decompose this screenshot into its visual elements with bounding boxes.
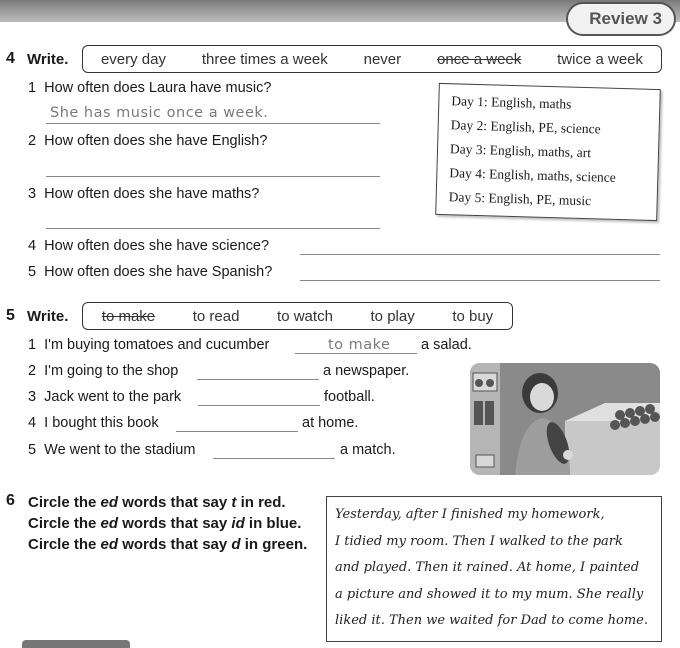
- exercise-5-instruction: Write.: [27, 308, 69, 325]
- exercise-4-instruction: Write.: [27, 51, 69, 68]
- answer-line[interactable]: [176, 431, 298, 432]
- timetable-day-4: Day 4: English, maths, science: [449, 165, 616, 185]
- exercise-4-question-2: [28, 133, 267, 149]
- instruction-blue: Circle the ed words that say id in blue.: [28, 515, 302, 532]
- sentence-number: 2: [28, 363, 37, 379]
- instruction-red: Circle the ed words that say t in red.: [28, 494, 286, 511]
- question-text: How often does she have English?: [44, 133, 268, 149]
- sentence-text: Jack went to the park: [44, 389, 182, 405]
- sentence-number: 1: [28, 337, 37, 353]
- shopping-illustration: [470, 363, 660, 475]
- answer-line[interactable]: [300, 254, 660, 255]
- answer-line: [46, 123, 380, 124]
- exercise-4-answer-1: She has music once a week.: [50, 105, 269, 121]
- exercise-4-question-3: [28, 186, 259, 202]
- word-to-read: to read: [192, 307, 240, 325]
- answer-line[interactable]: [197, 379, 319, 380]
- question-number: 2: [28, 133, 37, 149]
- sentence-text: I bought this book: [44, 415, 159, 431]
- exercise-5-sentence-4: [28, 415, 159, 431]
- answer-line[interactable]: [46, 228, 380, 229]
- exercise-4-question-4: [28, 238, 269, 254]
- sentence-ending: football.: [324, 389, 375, 405]
- exercise-4-question-5: [28, 264, 272, 280]
- timetable-day-1: Day 1: English, maths: [451, 93, 572, 112]
- sentence-ending: a match.: [340, 442, 396, 458]
- question-text: How often does she have maths?: [44, 186, 260, 202]
- exercise-5-word-box: [82, 302, 513, 330]
- exercise-5-sentence-1: [28, 337, 269, 353]
- timetable-day-2: Day 2: English, PE, science: [450, 117, 601, 137]
- word-never: never: [363, 50, 402, 68]
- timetable-day-3: Day 3: English, maths, art: [449, 141, 592, 161]
- exercise-4-word-box: [82, 45, 662, 73]
- question-text: How often does she have Spanish?: [44, 264, 273, 280]
- exercise-4-number: 4: [6, 50, 15, 67]
- exercise-5-answer-1: to make: [328, 337, 391, 353]
- exercise-5-number: 5: [6, 307, 15, 324]
- sentence-number: 5: [28, 442, 37, 458]
- answer-line[interactable]: [213, 458, 335, 459]
- answer-line[interactable]: [46, 176, 380, 177]
- question-text: How often does Laura have music?: [44, 80, 272, 96]
- sentence-text: I'm buying tomatoes and cucumber: [44, 337, 270, 353]
- word-to-play: to play: [370, 307, 415, 325]
- question-number: 3: [28, 186, 37, 202]
- sentence-text: We went to the stadium: [44, 442, 196, 458]
- answer-line: [295, 353, 417, 354]
- sentence-ending: a newspaper.: [323, 363, 410, 379]
- sentence-number: 3: [28, 389, 37, 405]
- story-line-2[interactable]: I tidied my room. Then I walked to the park: [335, 533, 623, 549]
- sentence-text: I'm going to the shop: [44, 363, 179, 379]
- answer-line[interactable]: [300, 280, 660, 281]
- word-three-times-a-week: three times a week: [201, 50, 328, 68]
- question-text: How often does she have science?: [44, 238, 270, 254]
- review-tab: [566, 2, 676, 36]
- story-line-3[interactable]: and played. Then it rained. At home, I painted: [335, 560, 640, 575]
- word-twice-a-week: twice a week: [557, 50, 644, 68]
- question-number: 1: [28, 80, 37, 96]
- story-box: [326, 496, 662, 642]
- exercise-5-sentence-3: [28, 389, 181, 405]
- word-to-make: to make: [101, 307, 156, 325]
- story-line-4[interactable]: a picture and showed it to my mum. She really: [335, 586, 644, 602]
- answer-line[interactable]: [198, 405, 320, 406]
- exercise-6-number: 6: [6, 492, 15, 509]
- review-label: Review 3: [589, 9, 662, 28]
- word-to-watch: to watch: [277, 307, 333, 325]
- word-every-day: every day: [100, 50, 166, 68]
- timetable-day-5: Day 5: English, PE, music: [448, 189, 592, 209]
- exercise-6-instructions: [28, 492, 307, 555]
- page-tab: [22, 640, 130, 648]
- question-number: 5: [28, 264, 37, 280]
- word-once-a-week: once a week: [437, 50, 522, 68]
- sentence-ending: a salad.: [421, 337, 472, 353]
- word-to-buy: to buy: [452, 307, 494, 325]
- story-line-5[interactable]: liked it. Then we waited for Dad to come home.: [335, 613, 648, 628]
- instruction-green: Circle the ed words that say d in green.: [28, 536, 308, 553]
- exercise-5-sentence-5: [28, 442, 195, 458]
- question-number: 4: [28, 238, 37, 254]
- story-line-1[interactable]: Yesterday, after I finished my homework,: [335, 507, 605, 522]
- exercise-4-question-1: [28, 80, 271, 96]
- sentence-number: 4: [28, 415, 37, 431]
- timetable-note: [435, 83, 661, 221]
- exercise-5-sentence-2: [28, 363, 178, 379]
- sentence-ending: at home.: [302, 415, 359, 431]
